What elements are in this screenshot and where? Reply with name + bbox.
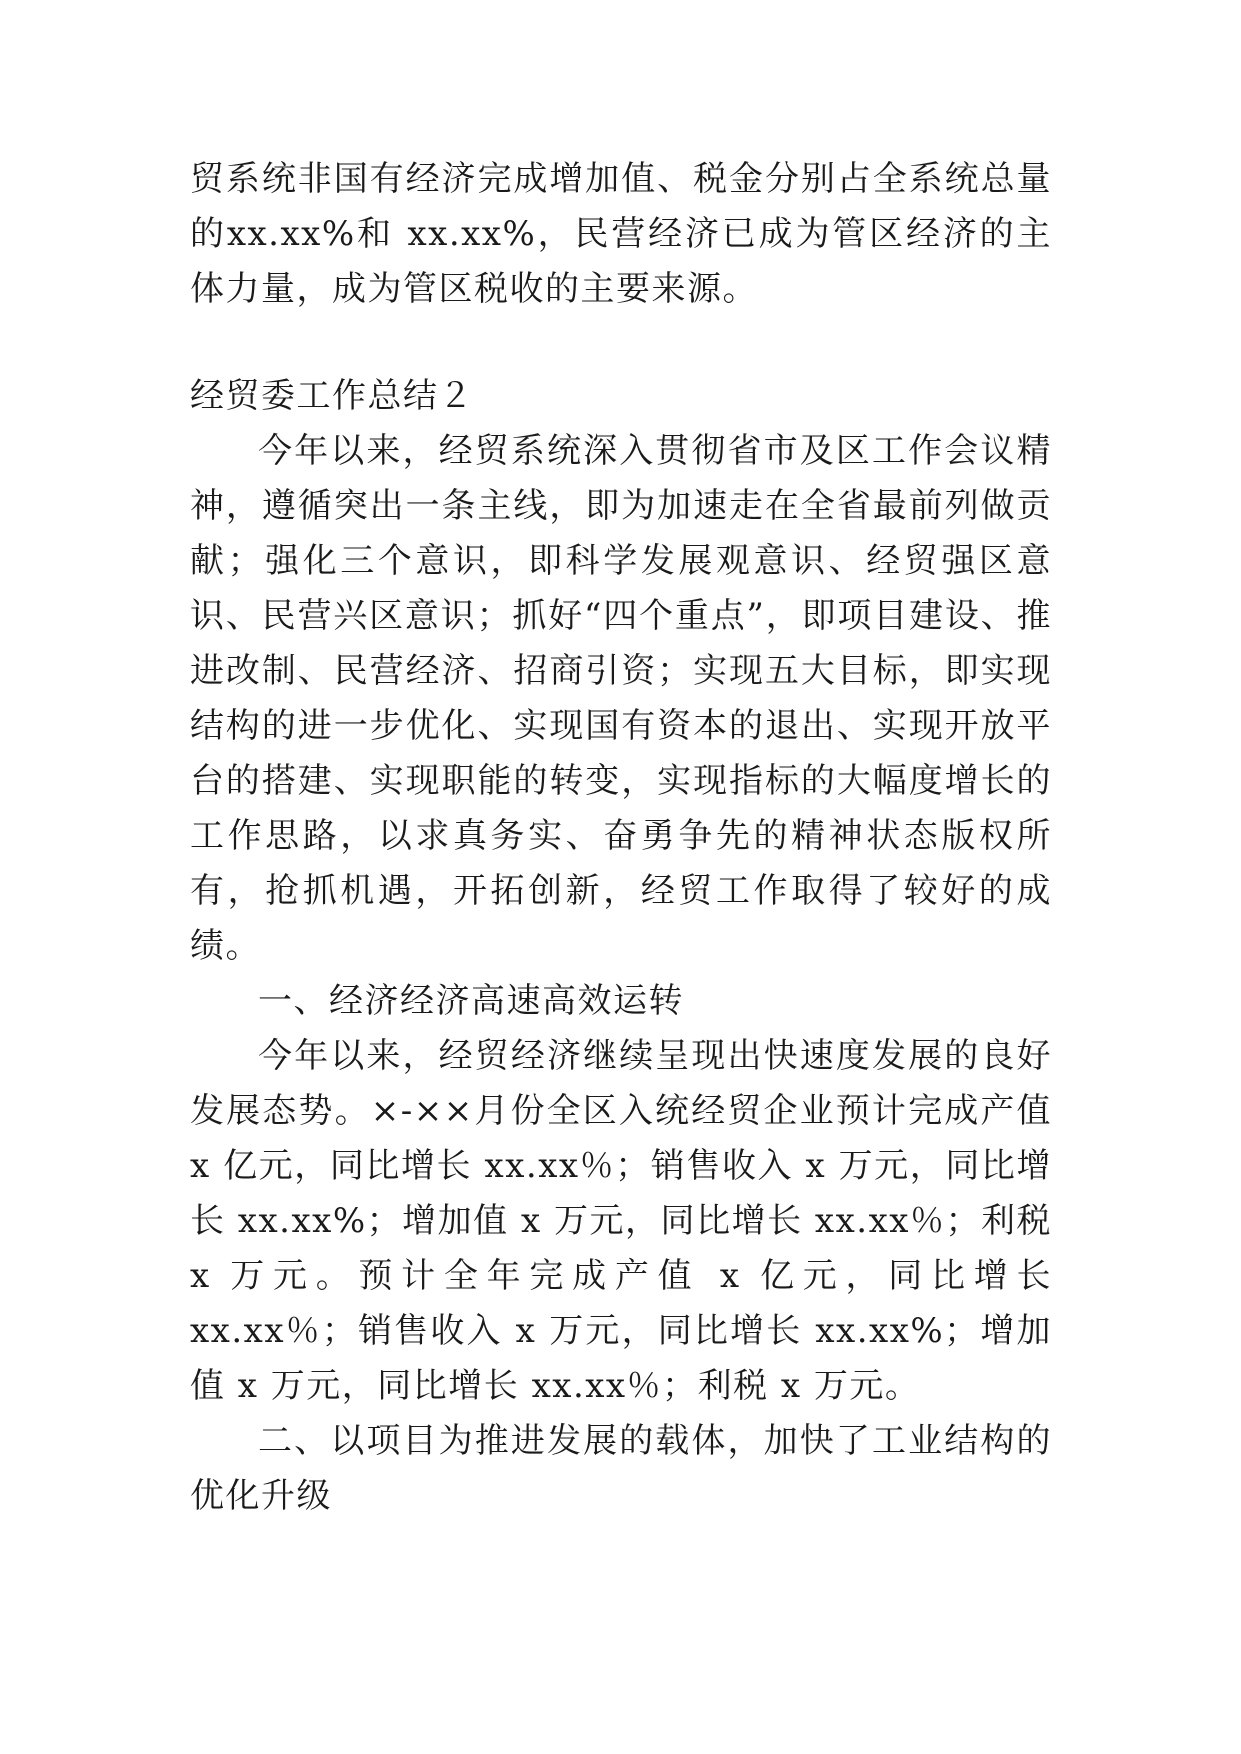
section-heading-1: 一、经济经济高速高效运转 (258, 981, 684, 1021)
section-title: 经贸委工作总结２ (190, 376, 474, 416)
continued-paragraph: 贸系统非国有经济完成增加值、税金分别占全系统总量的xx.xx%和 xx.xx%，民营经济已成为管区经济的主体力量，成为管区税收的主要来源。 (190, 159, 1052, 309)
intro-paragraph: 今年以来，经贸系统深入贯彻省市及区工作会议精神，遵循突出一条主线，即为加速走在全省最前列做贡献；强化三个意识，即科学发展观意识、经贸强区意识、民营兴区意识；抓好“四个重点”，即项目建设、推进改制、民营经济、招商引资；实现五大目标，即实现结构的进一步优化、实现国有资本的退出、实现开放平台的搭建、实现职能的转变，实现指标的大幅度增长的工作思路，以求真务实、奋勇争先的精神状态版权所有，抢抓机遇，开拓创新，经贸工作取得了较好的成绩。 (190, 431, 1052, 966)
spacer (190, 317, 1052, 369)
section-heading-2: 二、以项目为推进发展的载体，加快了工业结构的优化升级 (190, 1421, 1052, 1516)
document-body (190, 152, 1052, 1524)
section-1-paragraph: 今年以来，经贸经济继续呈现出快速度发展的良好发展态势。×-××月份全区入统经贸企业预计完成产值 x 亿元，同比增长 xx.xx％；销售收入 x 万元，同比增长 xx.xx%；增加值 x 万元，同比增长 xx.xx％；利税 x 万元。预计全年完成产值 x 亿元，同比增长 xx.xx％；销售收入 x 万元，同比增长 xx.xx%；增加值 x 万元，同比增长 xx.xx％；利税 x 万元。 (190, 1036, 1052, 1406)
